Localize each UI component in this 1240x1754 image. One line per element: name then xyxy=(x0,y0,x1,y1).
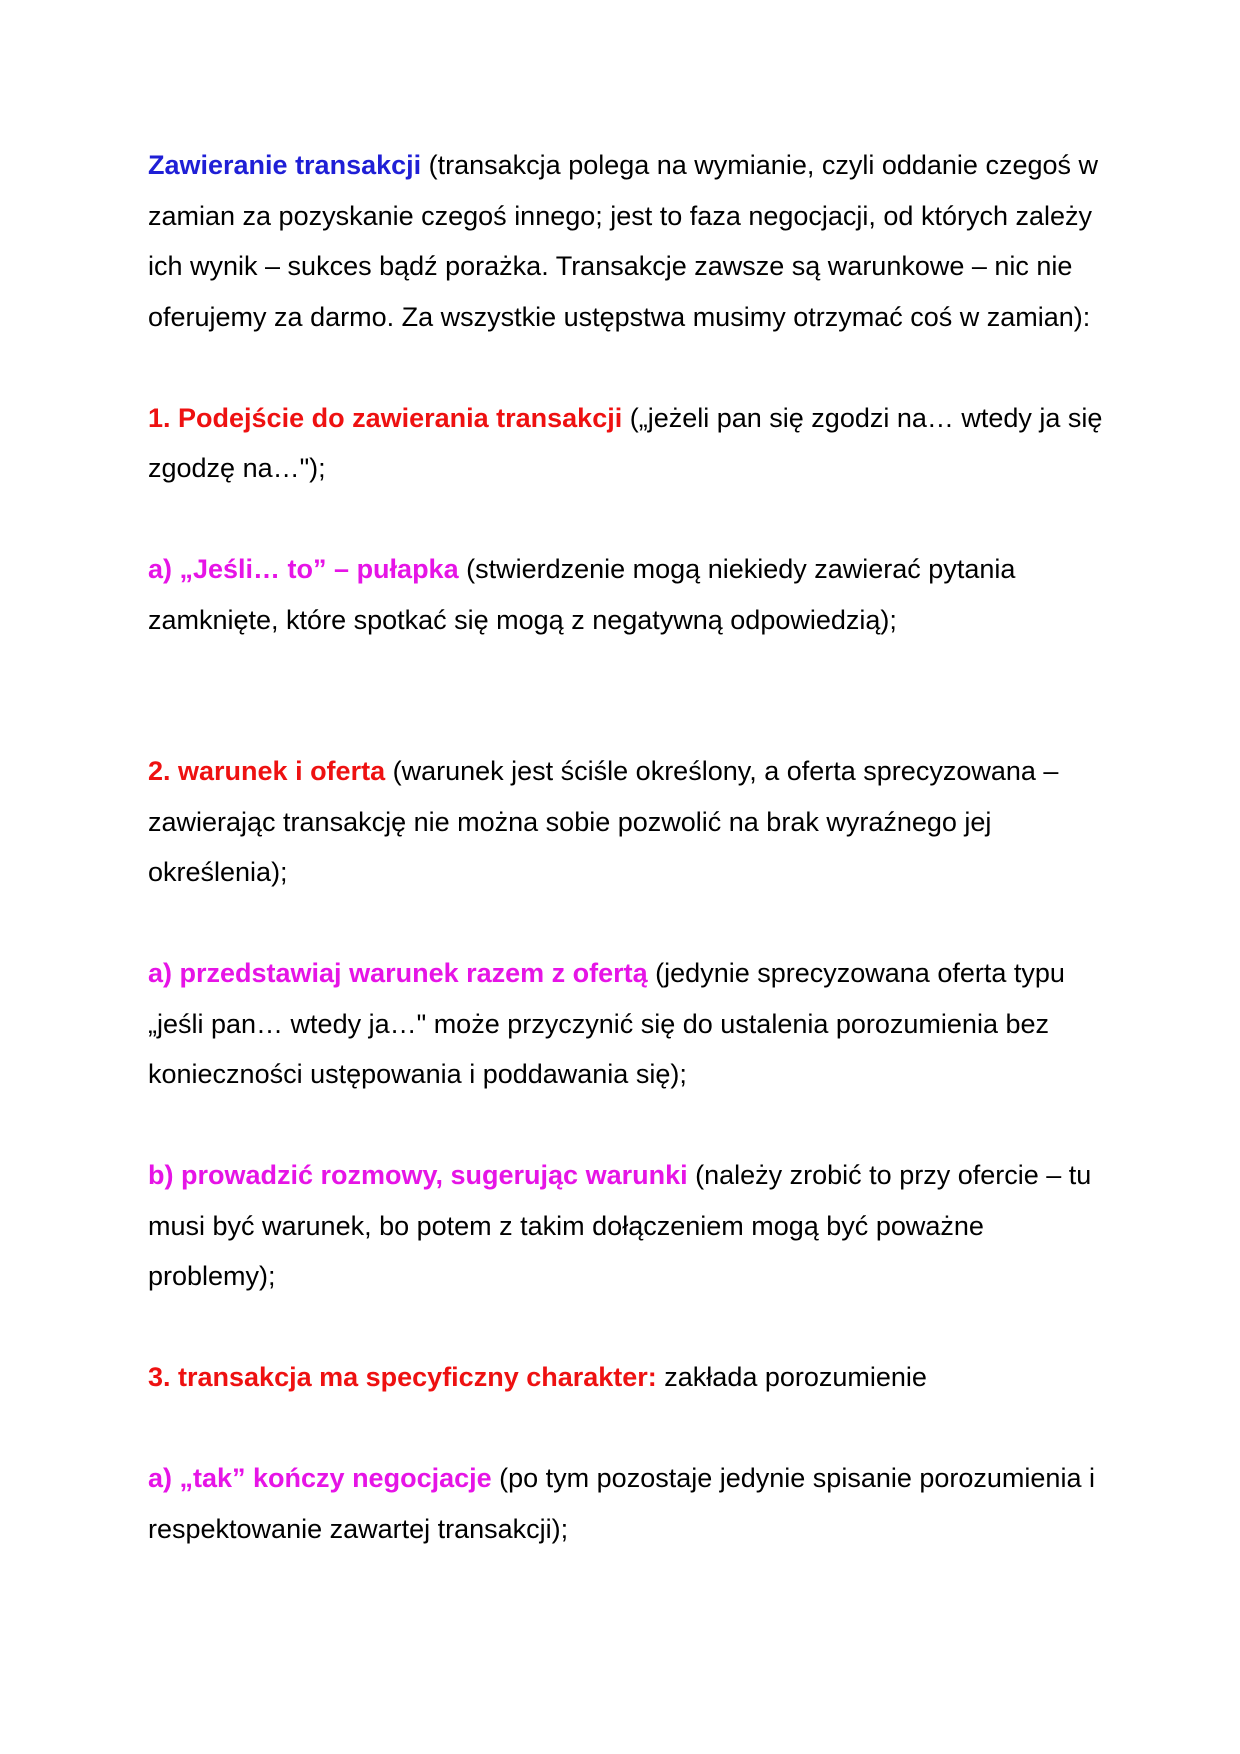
spacer xyxy=(148,898,1108,949)
section-2-paragraph xyxy=(148,746,1108,898)
intro-text: (transakcja polega na wymianie, czyli oddanie czegoś w zamian za pozyskanie czegoś innego; jest to faza negocjacji, od których zależy ich wynik – sukces bądź porażka. Transakcje zawsze są warunkowe – nic nie oferujemy za darmo. Za wszystkie ustępstwa musimy otrzymać coś w zamian): xyxy=(148,150,1098,332)
section-2-heading: 2. warunek i oferta xyxy=(148,756,386,786)
section-3-item-a-text: (po tym pozostaje jedynie spisanie porozumienia i respektowanie zawartej transakcji); xyxy=(148,1463,1095,1544)
section-2-item-b-paragraph xyxy=(148,1150,1108,1302)
spacer xyxy=(148,1100,1108,1151)
document-body xyxy=(148,140,1108,1554)
section-2-item-b-text: (należy zrobić to przy ofercie – tu musi być warunek, bo potem z takim dołączeniem mogą być poważne problemy); xyxy=(148,1160,1092,1291)
section-1-item-a-heading: a) „Jeśli… to” – pułapka xyxy=(148,554,459,584)
section-1-item-a-text: (stwierdzenie mogą niekiedy zawierać pytania zamknięte, które spotkać się mogą z negatywną odpowiedzią); xyxy=(148,554,1016,635)
section-2-item-a-paragraph xyxy=(148,948,1108,1100)
spacer xyxy=(148,1403,1108,1454)
spacer xyxy=(148,1302,1108,1353)
section-1-paragraph xyxy=(148,393,1108,494)
section-3-paragraph xyxy=(148,1352,1108,1403)
section-2-item-a-heading: a) przedstawiaj warunek razem z ofertą xyxy=(148,958,648,988)
intro-paragraph xyxy=(148,140,1108,342)
intro-heading: Zawieranie transakcji xyxy=(148,150,422,180)
spacer xyxy=(148,494,1108,545)
section-3-item-a-heading: a) „tak” kończy negocjacje xyxy=(148,1463,492,1493)
spacer xyxy=(148,342,1108,393)
spacer xyxy=(148,645,1108,746)
section-2-text: (warunek jest ściśle określony, a oferta sprecyzowana – zawierając transakcję nie można sobie pozwolić na brak wyraźnego jej określenia); xyxy=(148,756,1059,887)
section-3-heading: 3. transakcja ma specyficzny charakter: xyxy=(148,1362,657,1392)
section-1-heading: 1. Podejście do zawierania transakcji xyxy=(148,402,623,433)
section-1-text: („jeżeli pan się zgodzi na… wtedy ja się zgodzę na…"); xyxy=(148,402,1103,483)
section-2-item-b-heading: b) prowadzić rozmowy, sugerując warunki xyxy=(148,1160,688,1190)
section-1-item-a-paragraph xyxy=(148,544,1108,645)
section-2-item-a-text: (jedynie sprecyzowana oferta typu „jeśli pan… wtedy ja…" może przyczynić się do ustalenia porozumienia bez konieczności ustępowania i poddawania się); xyxy=(148,958,1065,1089)
section-3-item-a-paragraph xyxy=(148,1453,1108,1554)
section-3-text: zakłada porozumienie xyxy=(656,1362,927,1392)
